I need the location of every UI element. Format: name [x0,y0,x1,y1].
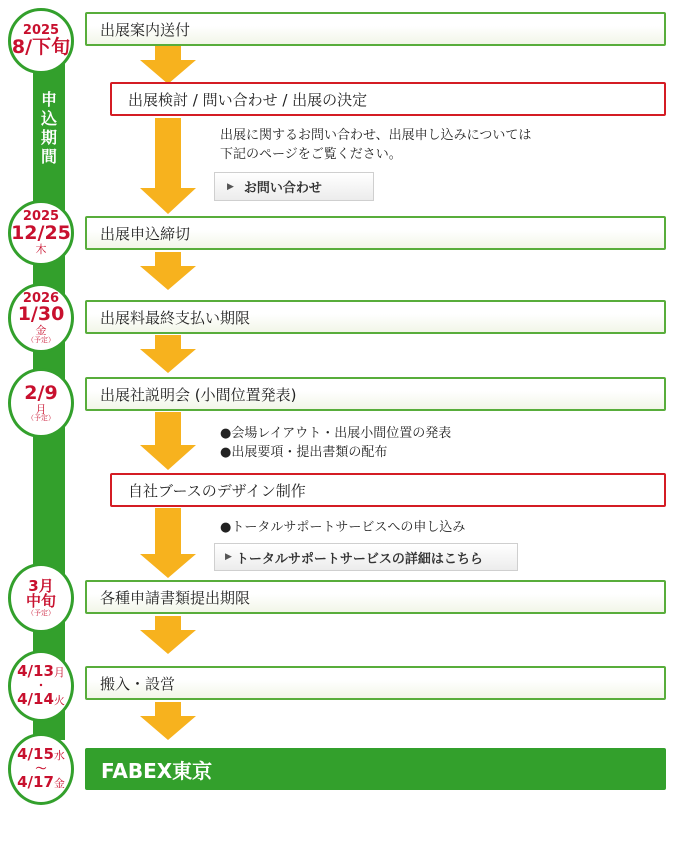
down-arrow-icon [138,252,198,292]
date-circle-2025-dec: 2025 12/25 木 [8,200,74,266]
step-exhibition-guide-sent: 出展案内送付 [85,12,666,46]
date-circle-feb: 2/9 月 （予定） [8,368,74,438]
down-arrow-icon [138,335,198,375]
down-arrow-icon [138,702,198,742]
step-exhibitor-briefing: 出展社説明会 (小間位置発表) [85,377,666,411]
briefing-notes: ●会場レイアウト・出展小間位置の発表 ●出展要項・提出書類の配布 [220,426,452,460]
triangle-right-icon: ▶ [227,181,234,192]
step-final-payment-deadline: 出展料最終支払い期限 [85,300,666,334]
date-circle-move-in: 4/13月 ・ 4/14火 [8,650,74,722]
date-circle-2026-jan: 2026 1/30 金 （予定） [8,283,74,353]
step-fabex-tokyo: FABEX東京 [85,748,666,790]
down-arrow-icon [138,508,198,580]
support-details-button[interactable]: ▶ トータルサポートサービスの詳細はこちら [214,543,518,571]
inquiry-button[interactable]: ▶ お問い合わせ [214,172,374,201]
down-arrow-icon [138,118,198,216]
step-consideration-inquiry-decision: 出展検討 / 問い合わせ / 出展の決定 [110,82,666,116]
date-circle-event: 4/15水 ～ 4/17金 [8,733,74,805]
step-booth-design: 自社ブースのデザイン制作 [110,473,666,507]
date-circle-2025-aug: 2025 8/下旬 [8,8,74,74]
date-circle-march: 3月 中旬 （予定） [8,563,74,633]
step-move-in-setup: 搬入・設営 [85,666,666,700]
step-application-deadline: 出展申込締切 [85,216,666,250]
down-arrow-icon [138,412,198,472]
step-document-submission-deadline: 各種申請書類提出期限 [85,580,666,614]
triangle-right-icon: ▶ [225,552,232,562]
support-note: ●トータルサポートサービスへの申し込み [220,520,466,535]
application-period-label: 申 込 期 間 [40,90,57,166]
down-arrow-icon [138,46,198,86]
inquiry-note: 出展に関するお問い合わせ、出展申し込みについては 下記のページをご覧ください。 [220,128,532,162]
down-arrow-icon [138,616,198,656]
